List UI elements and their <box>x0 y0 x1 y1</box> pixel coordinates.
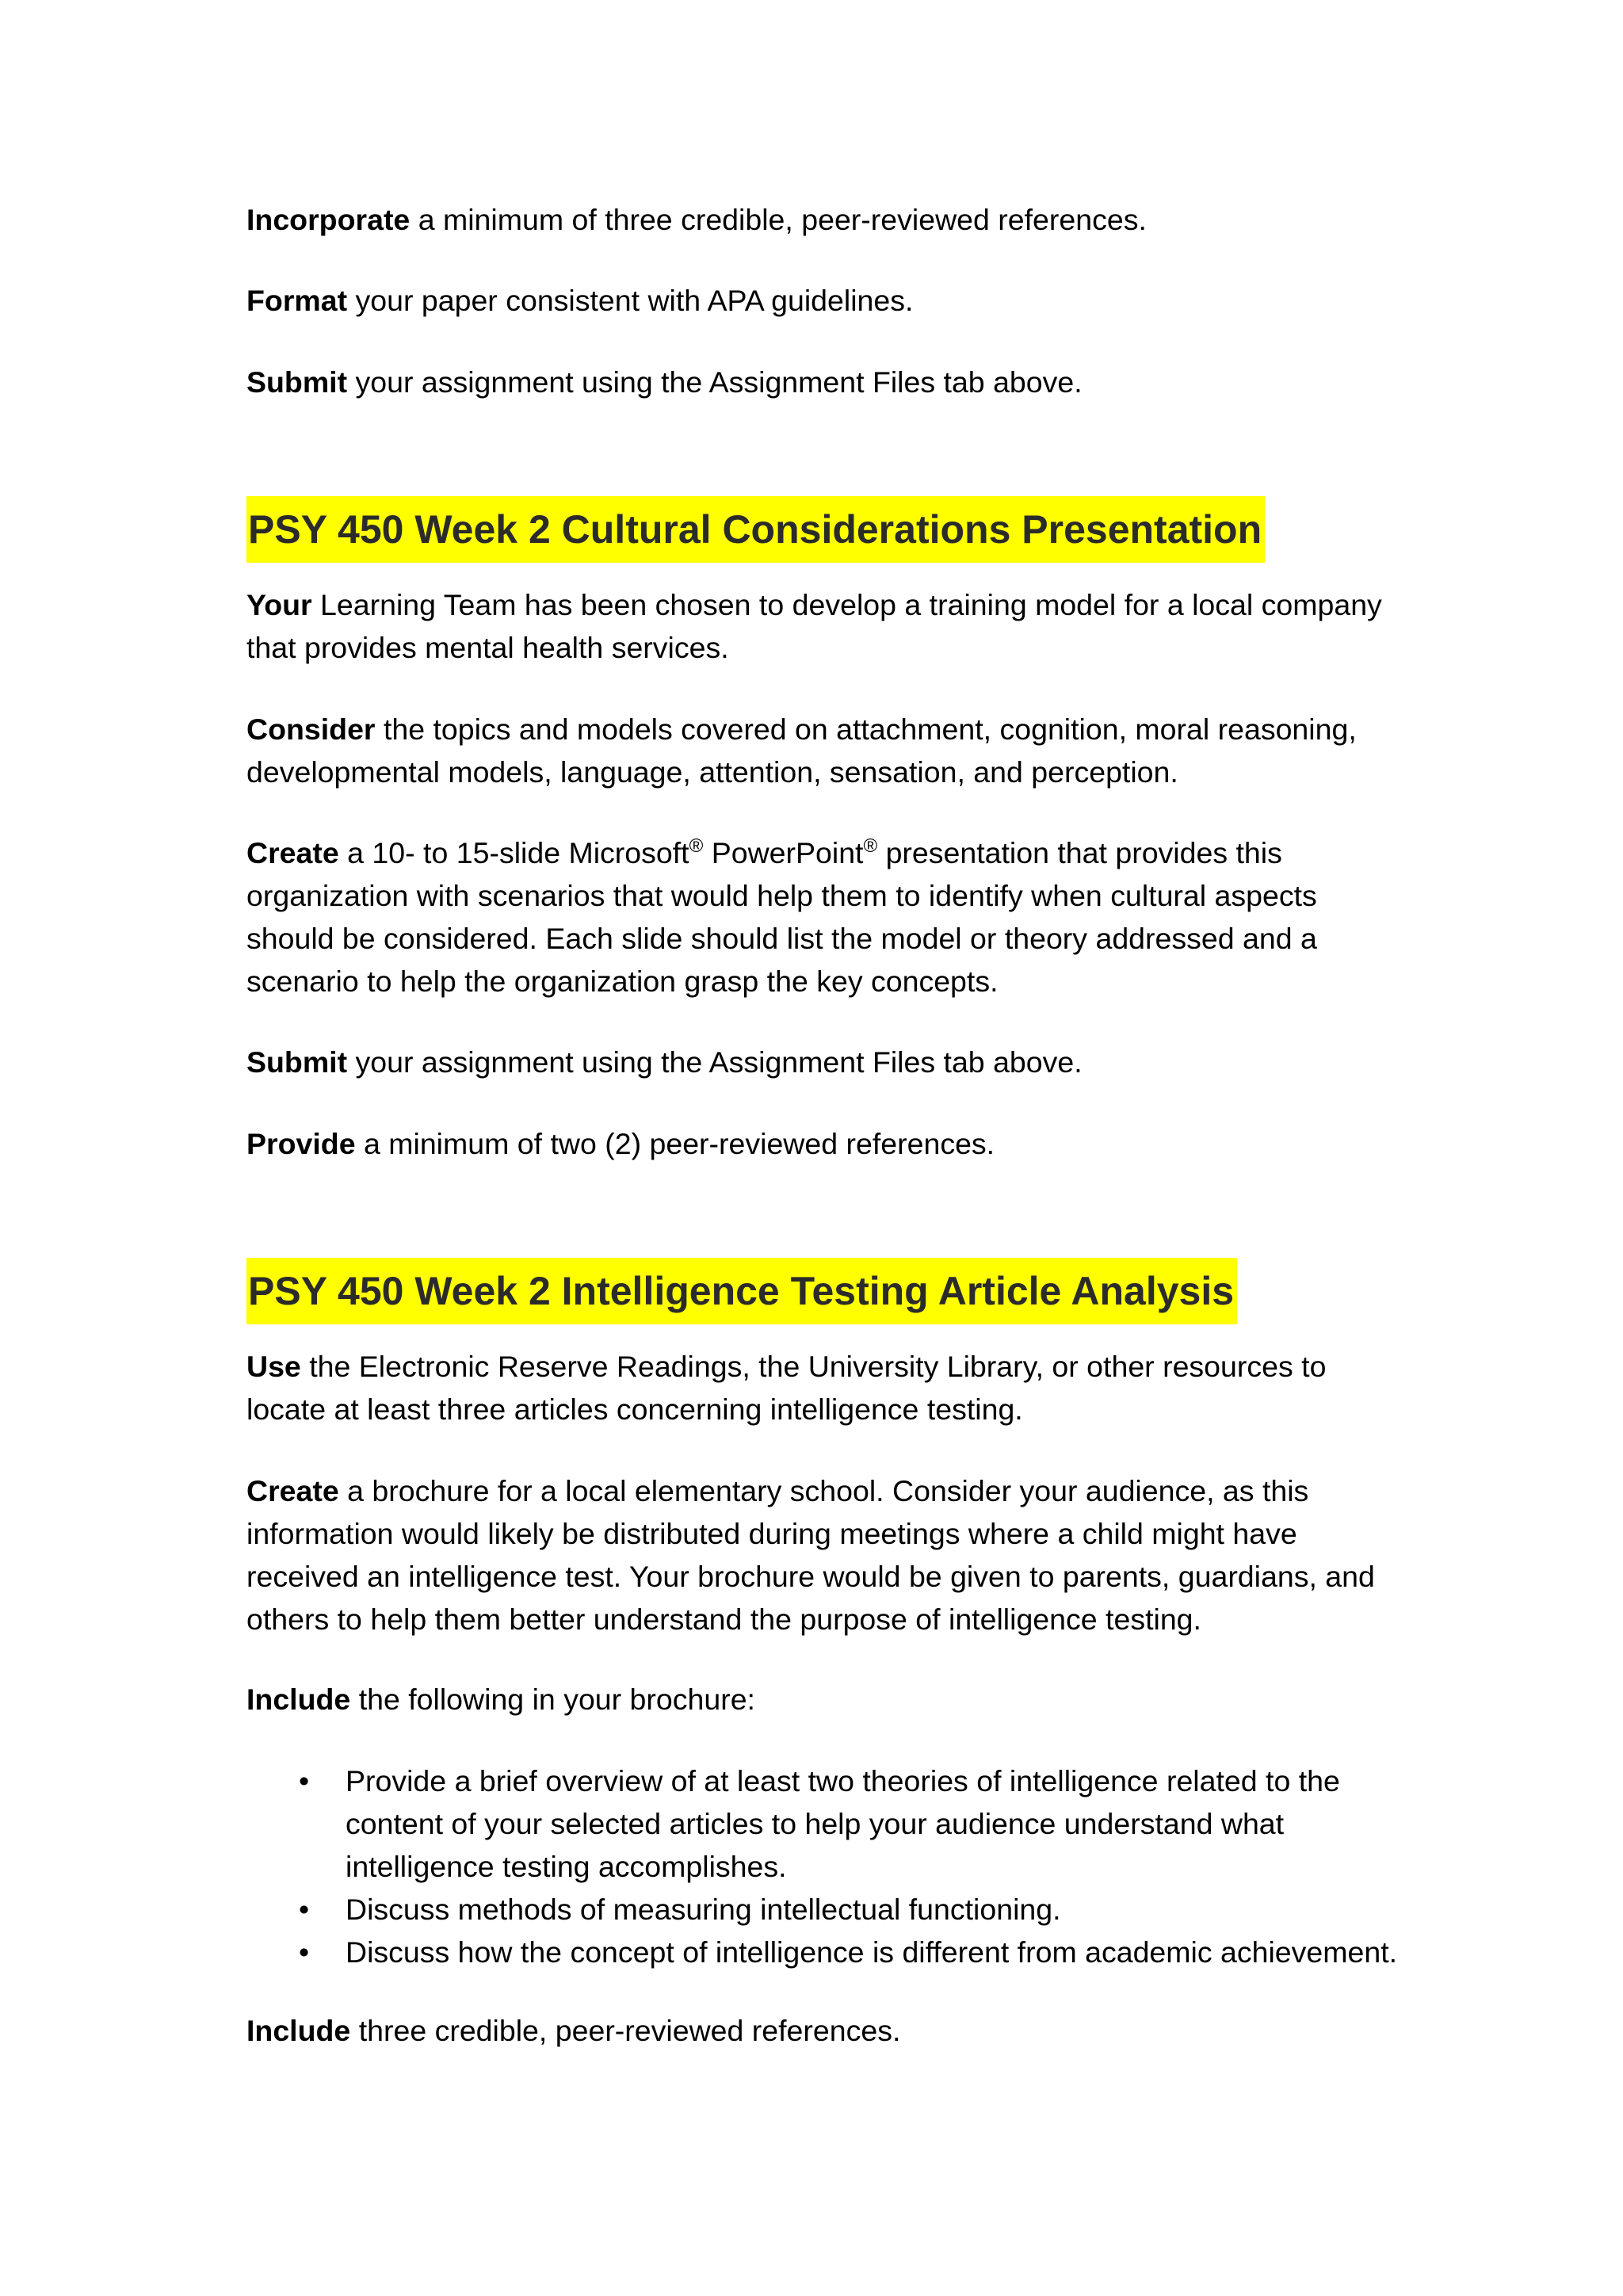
registered-mark: ® <box>863 835 878 857</box>
instruction-text: three credible, peer-reviewed references. <box>350 2014 901 2047</box>
instruction-verb: Your <box>246 588 312 621</box>
instruction-your <box>246 583 1396 669</box>
instruction-incorporate <box>246 198 1396 241</box>
bullet-icon: • <box>299 1893 310 1926</box>
instruction-verb: Include <box>246 2014 351 2047</box>
instruction-text: a brochure for a local elementary school. Consider your audience, as this information would likely be distributed during meetings where a child might have received an intelligence test. Your brochure would be given to parents, guardians, and others to help them better understand the purpose of intelligence testing. <box>246 1474 1375 1636</box>
instruction-text: your assignment using the Assignment Files tab above. <box>347 1045 1083 1079</box>
instruction-submit <box>246 1041 1396 1083</box>
instruction-verb: Use <box>246 1350 301 1383</box>
instruction-consider <box>246 708 1396 793</box>
section-heading-cultural-considerations: PSY 450 Week 2 Cultural Considerations Presentation <box>246 496 1265 563</box>
list-item-text: Discuss methods of measuring intellectual functioning. <box>346 1893 1061 1926</box>
instruction-include-references <box>246 2009 1396 2052</box>
instruction-verb: Consider <box>246 712 376 746</box>
instruction-text: a minimum of three credible, peer-reviewed references. <box>410 203 1147 236</box>
instruction-text: a minimum of two (2) peer-reviewed references. <box>355 1127 995 1160</box>
list-item-text: Provide a brief overview of at least two theories of intelligence related to the content of your selected articles to help your audience understand what intelligence testing accomplishes. <box>346 1764 1340 1883</box>
brochure-requirements-list <box>246 1759 1419 1973</box>
instruction-verb: Create <box>246 836 339 869</box>
instruction-text: presentation that provides this organization with scenarios that would help them to identify when cultural aspects should be considered. Each slide should list the model or theory addressed and a scenario to help the organization grasp the key concepts. <box>246 836 1317 998</box>
instruction-text: your assignment using the Assignment Files tab above. <box>347 365 1083 399</box>
bullet-icon: • <box>299 1935 310 1969</box>
instruction-format <box>246 279 1396 322</box>
instruction-text: your paper consistent with APA guidelines. <box>347 284 914 317</box>
instruction-include-following <box>246 1678 1396 1721</box>
instruction-text: a 10- to 15-slide Microsoft <box>338 836 689 869</box>
instruction-text: PowerPoint <box>703 836 864 869</box>
instruction-use <box>246 1345 1396 1431</box>
list-item <box>246 1759 1419 1888</box>
instruction-create-brochure <box>246 1469 1396 1641</box>
instruction-verb: Include <box>246 1683 351 1716</box>
instruction-text: the topics and models covered on attachment, cognition, moral reasoning, developmental models, language, attention, sensation, and perception. <box>246 712 1357 789</box>
instruction-create-presentation <box>246 831 1396 1003</box>
instruction-text: the Electronic Reserve Readings, the University Library, or other resources to locate at least three articles concerning intelligence testing. <box>246 1350 1327 1426</box>
instruction-provide <box>246 1122 1396 1165</box>
instruction-text: the following in your brochure: <box>350 1683 755 1716</box>
registered-mark: ® <box>689 835 704 857</box>
bullet-icon: • <box>299 1764 310 1797</box>
list-item-text: Discuss how the concept of intelligence is different from academic achievement. <box>346 1935 1398 1969</box>
instruction-verb: Create <box>246 1474 339 1507</box>
section-heading-intelligence-testing: PSY 450 Week 2 Intelligence Testing Article Analysis <box>246 1258 1237 1324</box>
instruction-text: Learning Team has been chosen to develop a training model for a local company that provides mental health services. <box>246 588 1382 664</box>
instruction-verb: Submit <box>246 365 348 399</box>
instruction-submit <box>246 361 1396 403</box>
list-item <box>246 1931 1419 1973</box>
instruction-verb: Provide <box>246 1127 356 1160</box>
instruction-verb: Submit <box>246 1045 348 1079</box>
instruction-verb: Format <box>246 284 348 317</box>
list-item <box>246 1888 1419 1931</box>
instruction-verb: Incorporate <box>246 203 411 236</box>
